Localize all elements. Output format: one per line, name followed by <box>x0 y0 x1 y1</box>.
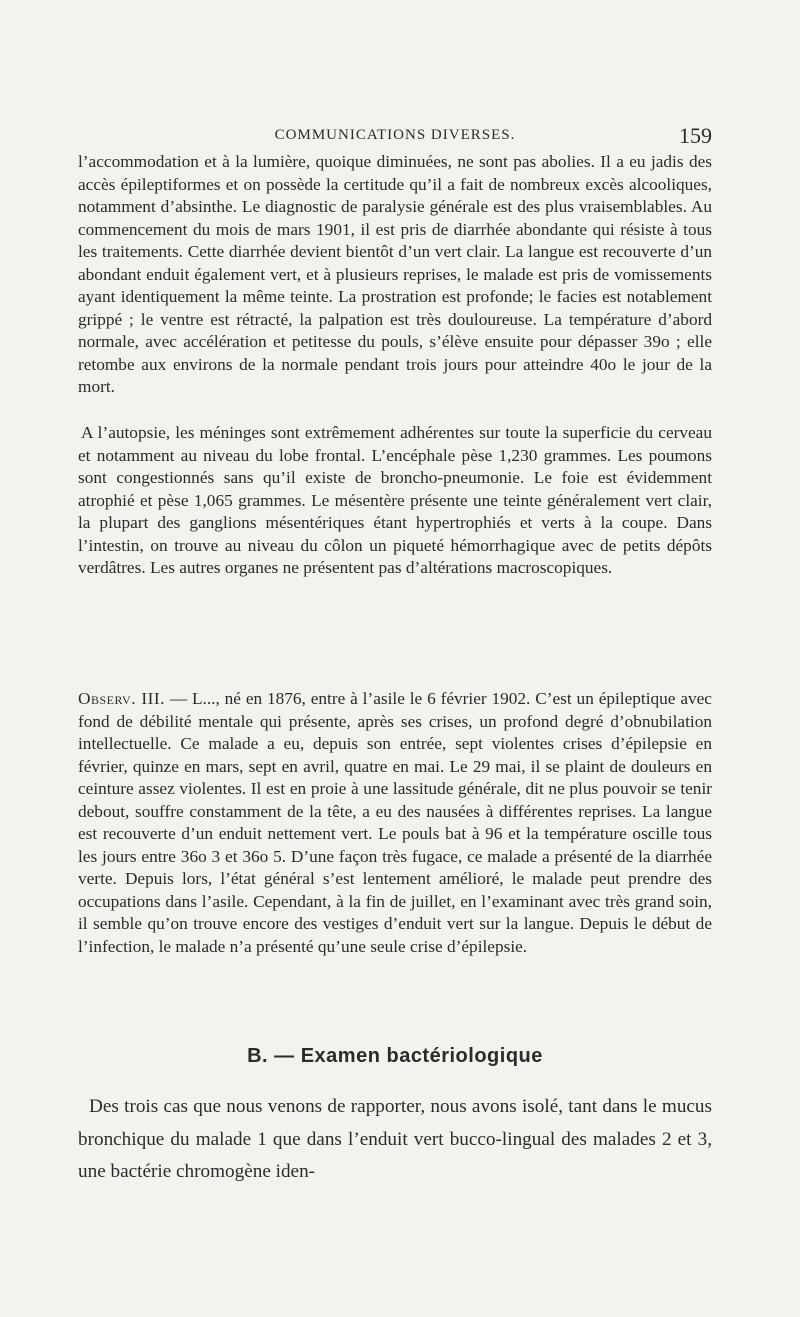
paragraph-bacteriology: Des trois cas que nous venons de rapporter, nous avons isolé, tant dans le mucus bronchique du malade 1 que dans l’enduit vert bucco-lingual des malades 2 et 3, une bactérie chromogène iden- <box>78 1096 712 1182</box>
page-header <box>78 123 712 153</box>
paragraph-autopsy: A l’autopsie, les méninges sont extrêmement adhérentes sur toute la superficie du cerveau et notamment au niveau du lobe frontal. L’encéphale pèse 1,230 grammes. Les poumons sont congestionnés sans qu’il existe de broncho-pneumonie. Le foie est évidemment atrophié et pèse 1,065 grammes. Le mésentère présente une teinte généralement vert clair, la plupart des ganglions mésentériques étant hypertrophiés et verts à la coupe. Dans l’intestin, on trouve au niveau du côlon un piqueté hémorrhagique avec de petits dépôts verdâtres. Les autres organes ne présentent pas d’altérations macroscopiques. <box>78 423 712 578</box>
running-title: COMMUNICATIONS DIVERSES. <box>274 127 516 143</box>
paragraph-observation-3 <box>78 688 712 959</box>
page-number: 159 <box>679 123 712 148</box>
section-heading: B. — Examen bactériologique <box>247 1045 543 1067</box>
paragraph-case-2-continued: l’accommodation et à la lumière, quoique diminuées, ne sont pas abolies. Il a eu jadis des accès épileptiformes et on possède la certitude qu’il a fait de nombreux excès alcooliques, notamment d’absinthe. Le diagnostic de paralysie générale est des plus vraisemblables. Au commencement du mois de mars 1901, il est pris de diarrhée abondante qui résiste à tous les traitements. Cette diarrhée devient bientôt d’un vert clair. La langue est recouverte d’un abondant enduit également vert, et à plusieurs reprises, le malade est pris de vomissements ayant identiquement la même teinte. La prostration est profonde; le facies est notablement grippé ; le ventre est rétracté, la palpation est très douloureuse. La température d’abord normale, avec accélération et petitesse du pouls, s’élève ensuite pour dépasser 39o ; elle retombe aux environs de la normale pendant trois jours pour atteindre 40o le jour de la mort. <box>78 152 712 397</box>
observation-label: Observ. III. <box>78 689 165 708</box>
observation-3-text: — L..., né en 1876, entre à l’asile le 6 février 1902. C’est un épileptique avec fond de débilité mentale qui présente, après ses crises, un profond degré d’obnubilation intellectuelle. Ce malade a eu, depuis son entrée, sept violentes crises d’épilepsie en février, quinze en mars, sept en avril, quatre en mai. Le 29 mai, il se plaint de douleurs en ceinture assez violentes. Il est en proie à une lassitude générale, dit ne plus pouvoir se tenir debout, souffre constamment de la tête, a eu des nausées à différentes reprises. La langue est recouverte d’un enduit nettement vert. Le pouls bat à 96 et la température oscille tous les jours entre 36o 3 et 36o 5. D’une façon très fugace, ce malade a présenté de la diarrhée verte. Depuis lors, l’état général s’est lentement amélioré, le malade peut prendre des occupations dans l’asile. Cependant, à la fin de juillet, en l’examinant avec très grand soin, il semble qu’on trouve encore des vestiges d’enduit vert sur la langue. Depuis le début de l’infection, le malade n’a présenté qu’une seule crise d’épilepsie. <box>78 689 712 957</box>
